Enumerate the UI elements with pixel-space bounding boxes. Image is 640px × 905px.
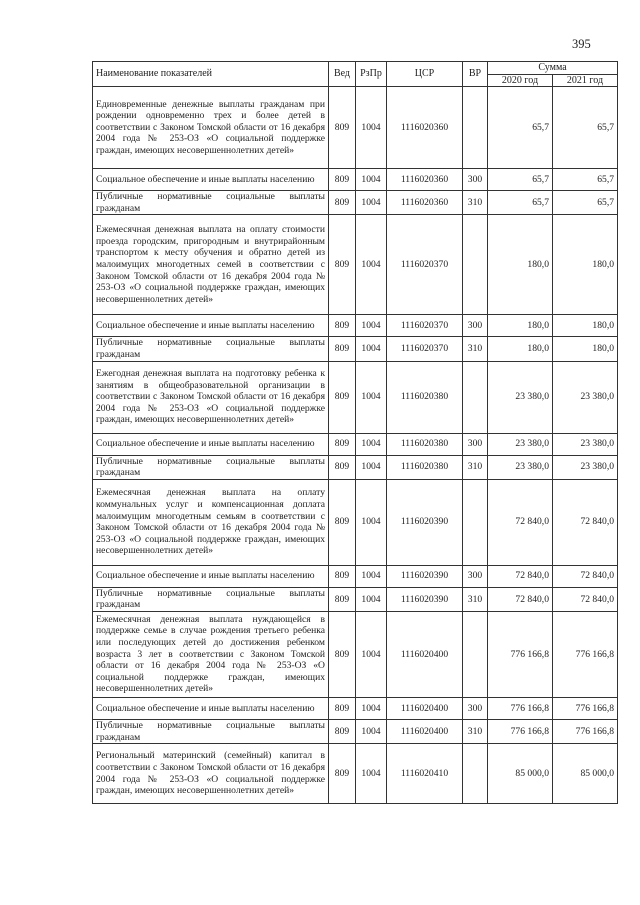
header-name: Наименование показателей — [93, 62, 329, 87]
table-row — [93, 611, 618, 697]
row-csr: 1116020390 — [387, 587, 463, 611]
table-row — [93, 479, 618, 565]
row-ved: 809 — [329, 697, 356, 719]
header-sum: Сумма — [488, 62, 618, 75]
table-row — [93, 337, 618, 361]
row-csr: 1116020370 — [387, 215, 463, 315]
row-sum-2020: 65,7 — [488, 191, 553, 215]
table-row — [93, 361, 618, 433]
row-vr: 300 — [463, 315, 488, 337]
row-ved: 809 — [329, 315, 356, 337]
row-csr: 1116020380 — [387, 433, 463, 455]
row-ved: 809 — [329, 169, 356, 191]
row-vr — [463, 361, 488, 433]
row-ved: 809 — [329, 215, 356, 315]
row-csr: 1116020360 — [387, 191, 463, 215]
row-rzpr: 1004 — [356, 587, 387, 611]
table-row — [93, 697, 618, 719]
row-vr: 300 — [463, 169, 488, 191]
row-name: Единовременные денежные выплаты гражданам при рождении одновременно трех и более детей в соответствии с Законом Томской области от 16 декабря 2004 года № 253-ОЗ «О социальной поддержке граждан, имеющих несовершеннолетних детей» — [93, 87, 329, 169]
row-sum-2021: 776 166,8 — [553, 697, 618, 719]
row-ved: 809 — [329, 587, 356, 611]
row-sum-2020: 23 380,0 — [488, 361, 553, 433]
row-vr: 310 — [463, 455, 488, 479]
header-csr: ЦСР — [387, 62, 463, 87]
row-rzpr: 1004 — [356, 315, 387, 337]
row-ved: 809 — [329, 479, 356, 565]
header-year-2020: 2020 год — [488, 74, 553, 87]
row-ved: 809 — [329, 337, 356, 361]
row-rzpr: 1004 — [356, 697, 387, 719]
row-sum-2020: 72 840,0 — [488, 565, 553, 587]
row-rzpr: 1004 — [356, 433, 387, 455]
row-sum-2020: 23 380,0 — [488, 455, 553, 479]
row-sum-2020: 776 166,8 — [488, 719, 553, 743]
row-csr: 1116020360 — [387, 169, 463, 191]
row-sum-2021: 23 380,0 — [553, 433, 618, 455]
row-name: Публичные нормативные социальные выплаты гражданам — [93, 455, 329, 479]
row-csr: 1116020400 — [387, 719, 463, 743]
table-header — [93, 62, 618, 87]
row-csr: 1116020410 — [387, 744, 463, 804]
row-rzpr: 1004 — [356, 479, 387, 565]
row-name: Ежегодная денежная выплата на подготовку ребенка к занятиям в общеобразовательной организации в соответствии с Законом Томской области от 16 декабря 2004 года № 253-ОЗ «О социальной поддержке граждан, имеющих несовершеннолетних детей» — [93, 361, 329, 433]
row-name: Ежемесячная денежная выплата нуждающейся в поддержке семье в случае рождения третьего ребенка или последующих детей до достижения ребенком возраста 3 лет в соответствии с Законом Томской области от 16 декабря 2004 года № 253-ОЗ «О социальной поддержке граждан, имеющих несовершеннолетних детей» — [93, 611, 329, 697]
row-sum-2021: 776 166,8 — [553, 611, 618, 697]
table-row — [93, 87, 618, 169]
row-rzpr: 1004 — [356, 611, 387, 697]
row-rzpr: 1004 — [356, 455, 387, 479]
row-ved: 809 — [329, 455, 356, 479]
header-vr: ВР — [463, 62, 488, 87]
row-sum-2021: 65,7 — [553, 191, 618, 215]
row-name: Социальное обеспечение и иные выплаты населению — [93, 565, 329, 587]
budget-table — [92, 61, 618, 804]
row-vr — [463, 215, 488, 315]
row-vr: 300 — [463, 433, 488, 455]
row-rzpr: 1004 — [356, 719, 387, 743]
row-sum-2020: 72 840,0 — [488, 479, 553, 565]
row-sum-2021: 72 840,0 — [553, 587, 618, 611]
row-ved: 809 — [329, 361, 356, 433]
row-csr: 1116020390 — [387, 565, 463, 587]
row-vr: 310 — [463, 587, 488, 611]
row-sum-2020: 180,0 — [488, 315, 553, 337]
header-rzpr: РзПр — [356, 62, 387, 87]
row-csr: 1116020390 — [387, 479, 463, 565]
table-row — [93, 433, 618, 455]
header-year-2021: 2021 год — [553, 74, 618, 87]
row-sum-2021: 180,0 — [553, 215, 618, 315]
row-name: Ежемесячная денежная выплата на оплату стоимости проезда городским, пригородным и внутрирайонным транспортом к месту обучения и обратно детей из малоимущих многодетных семей в соответствии с Законом Томской области от 16 декабря 2004 года № 253-ОЗ «О социальной поддержке граждан, имеющих несовершеннолетних детей» — [93, 215, 329, 315]
row-csr: 1116020380 — [387, 361, 463, 433]
row-sum-2020: 72 840,0 — [488, 587, 553, 611]
row-rzpr: 1004 — [356, 191, 387, 215]
table-row — [93, 565, 618, 587]
row-sum-2021: 180,0 — [553, 337, 618, 361]
row-sum-2021: 23 380,0 — [553, 361, 618, 433]
row-name: Публичные нормативные социальные выплаты гражданам — [93, 191, 329, 215]
row-ved: 809 — [329, 719, 356, 743]
row-vr — [463, 744, 488, 804]
row-sum-2021: 180,0 — [553, 315, 618, 337]
row-name: Публичные нормативные социальные выплаты гражданам — [93, 587, 329, 611]
row-rzpr: 1004 — [356, 169, 387, 191]
row-csr: 1116020370 — [387, 337, 463, 361]
row-ved: 809 — [329, 744, 356, 804]
table-row — [93, 315, 618, 337]
row-vr: 300 — [463, 565, 488, 587]
row-sum-2021: 85 000,0 — [553, 744, 618, 804]
row-name: Социальное обеспечение и иные выплаты населению — [93, 169, 329, 191]
row-ved: 809 — [329, 191, 356, 215]
table-row — [93, 191, 618, 215]
row-sum-2020: 180,0 — [488, 337, 553, 361]
row-name: Публичные нормативные социальные выплаты гражданам — [93, 337, 329, 361]
row-sum-2021: 23 380,0 — [553, 455, 618, 479]
row-vr: 310 — [463, 337, 488, 361]
row-sum-2021: 65,7 — [553, 87, 618, 169]
row-name: Региональный материнский (семейный) капитал в соответствии с Законом Томской области от 16 декабря 2004 года № 253-ОЗ «О социальной поддержке граждан, имеющих несовершеннолетних детей» — [93, 744, 329, 804]
row-ved: 809 — [329, 87, 356, 169]
row-sum-2020: 776 166,8 — [488, 611, 553, 697]
row-ved: 809 — [329, 565, 356, 587]
row-vr: 300 — [463, 697, 488, 719]
table-row — [93, 455, 618, 479]
table-row — [93, 215, 618, 315]
row-sum-2020: 85 000,0 — [488, 744, 553, 804]
page-number: 395 — [572, 37, 591, 51]
row-sum-2020: 65,7 — [488, 87, 553, 169]
row-vr — [463, 87, 488, 169]
row-csr: 1116020360 — [387, 87, 463, 169]
row-sum-2020: 776 166,8 — [488, 697, 553, 719]
header-ved: Вед — [329, 62, 356, 87]
row-rzpr: 1004 — [356, 87, 387, 169]
row-csr: 1116020370 — [387, 315, 463, 337]
table-row — [93, 587, 618, 611]
row-sum-2021: 72 840,0 — [553, 565, 618, 587]
row-name: Социальное обеспечение и иные выплаты населению — [93, 697, 329, 719]
row-ved: 809 — [329, 611, 356, 697]
row-rzpr: 1004 — [356, 361, 387, 433]
table-row — [93, 169, 618, 191]
row-vr — [463, 479, 488, 565]
row-sum-2020: 23 380,0 — [488, 433, 553, 455]
row-name: Ежемесячная денежная выплата на оплату коммунальных услуг и компенсационная доплата малоимущим многодетным семьям в соответствии с Законом Томской области от 16 декабря 2004 года № 253-ОЗ «О социальной поддержке граждан, имеющих несовершеннолетних детей» — [93, 479, 329, 565]
row-vr: 310 — [463, 719, 488, 743]
row-ved: 809 — [329, 433, 356, 455]
row-sum-2021: 72 840,0 — [553, 479, 618, 565]
row-csr: 1116020400 — [387, 697, 463, 719]
row-name: Публичные нормативные социальные выплаты гражданам — [93, 719, 329, 743]
row-name: Социальное обеспечение и иные выплаты населению — [93, 315, 329, 337]
row-sum-2021: 776 166,8 — [553, 719, 618, 743]
row-rzpr: 1004 — [356, 565, 387, 587]
row-sum-2020: 180,0 — [488, 215, 553, 315]
row-sum-2020: 65,7 — [488, 169, 553, 191]
row-rzpr: 1004 — [356, 744, 387, 804]
row-csr: 1116020380 — [387, 455, 463, 479]
row-rzpr: 1004 — [356, 337, 387, 361]
row-name: Социальное обеспечение и иные выплаты населению — [93, 433, 329, 455]
table-body — [93, 87, 618, 804]
row-csr: 1116020400 — [387, 611, 463, 697]
table-row — [93, 719, 618, 743]
table-row — [93, 744, 618, 804]
row-sum-2021: 65,7 — [553, 169, 618, 191]
row-rzpr: 1004 — [356, 215, 387, 315]
row-vr — [463, 611, 488, 697]
row-vr: 310 — [463, 191, 488, 215]
